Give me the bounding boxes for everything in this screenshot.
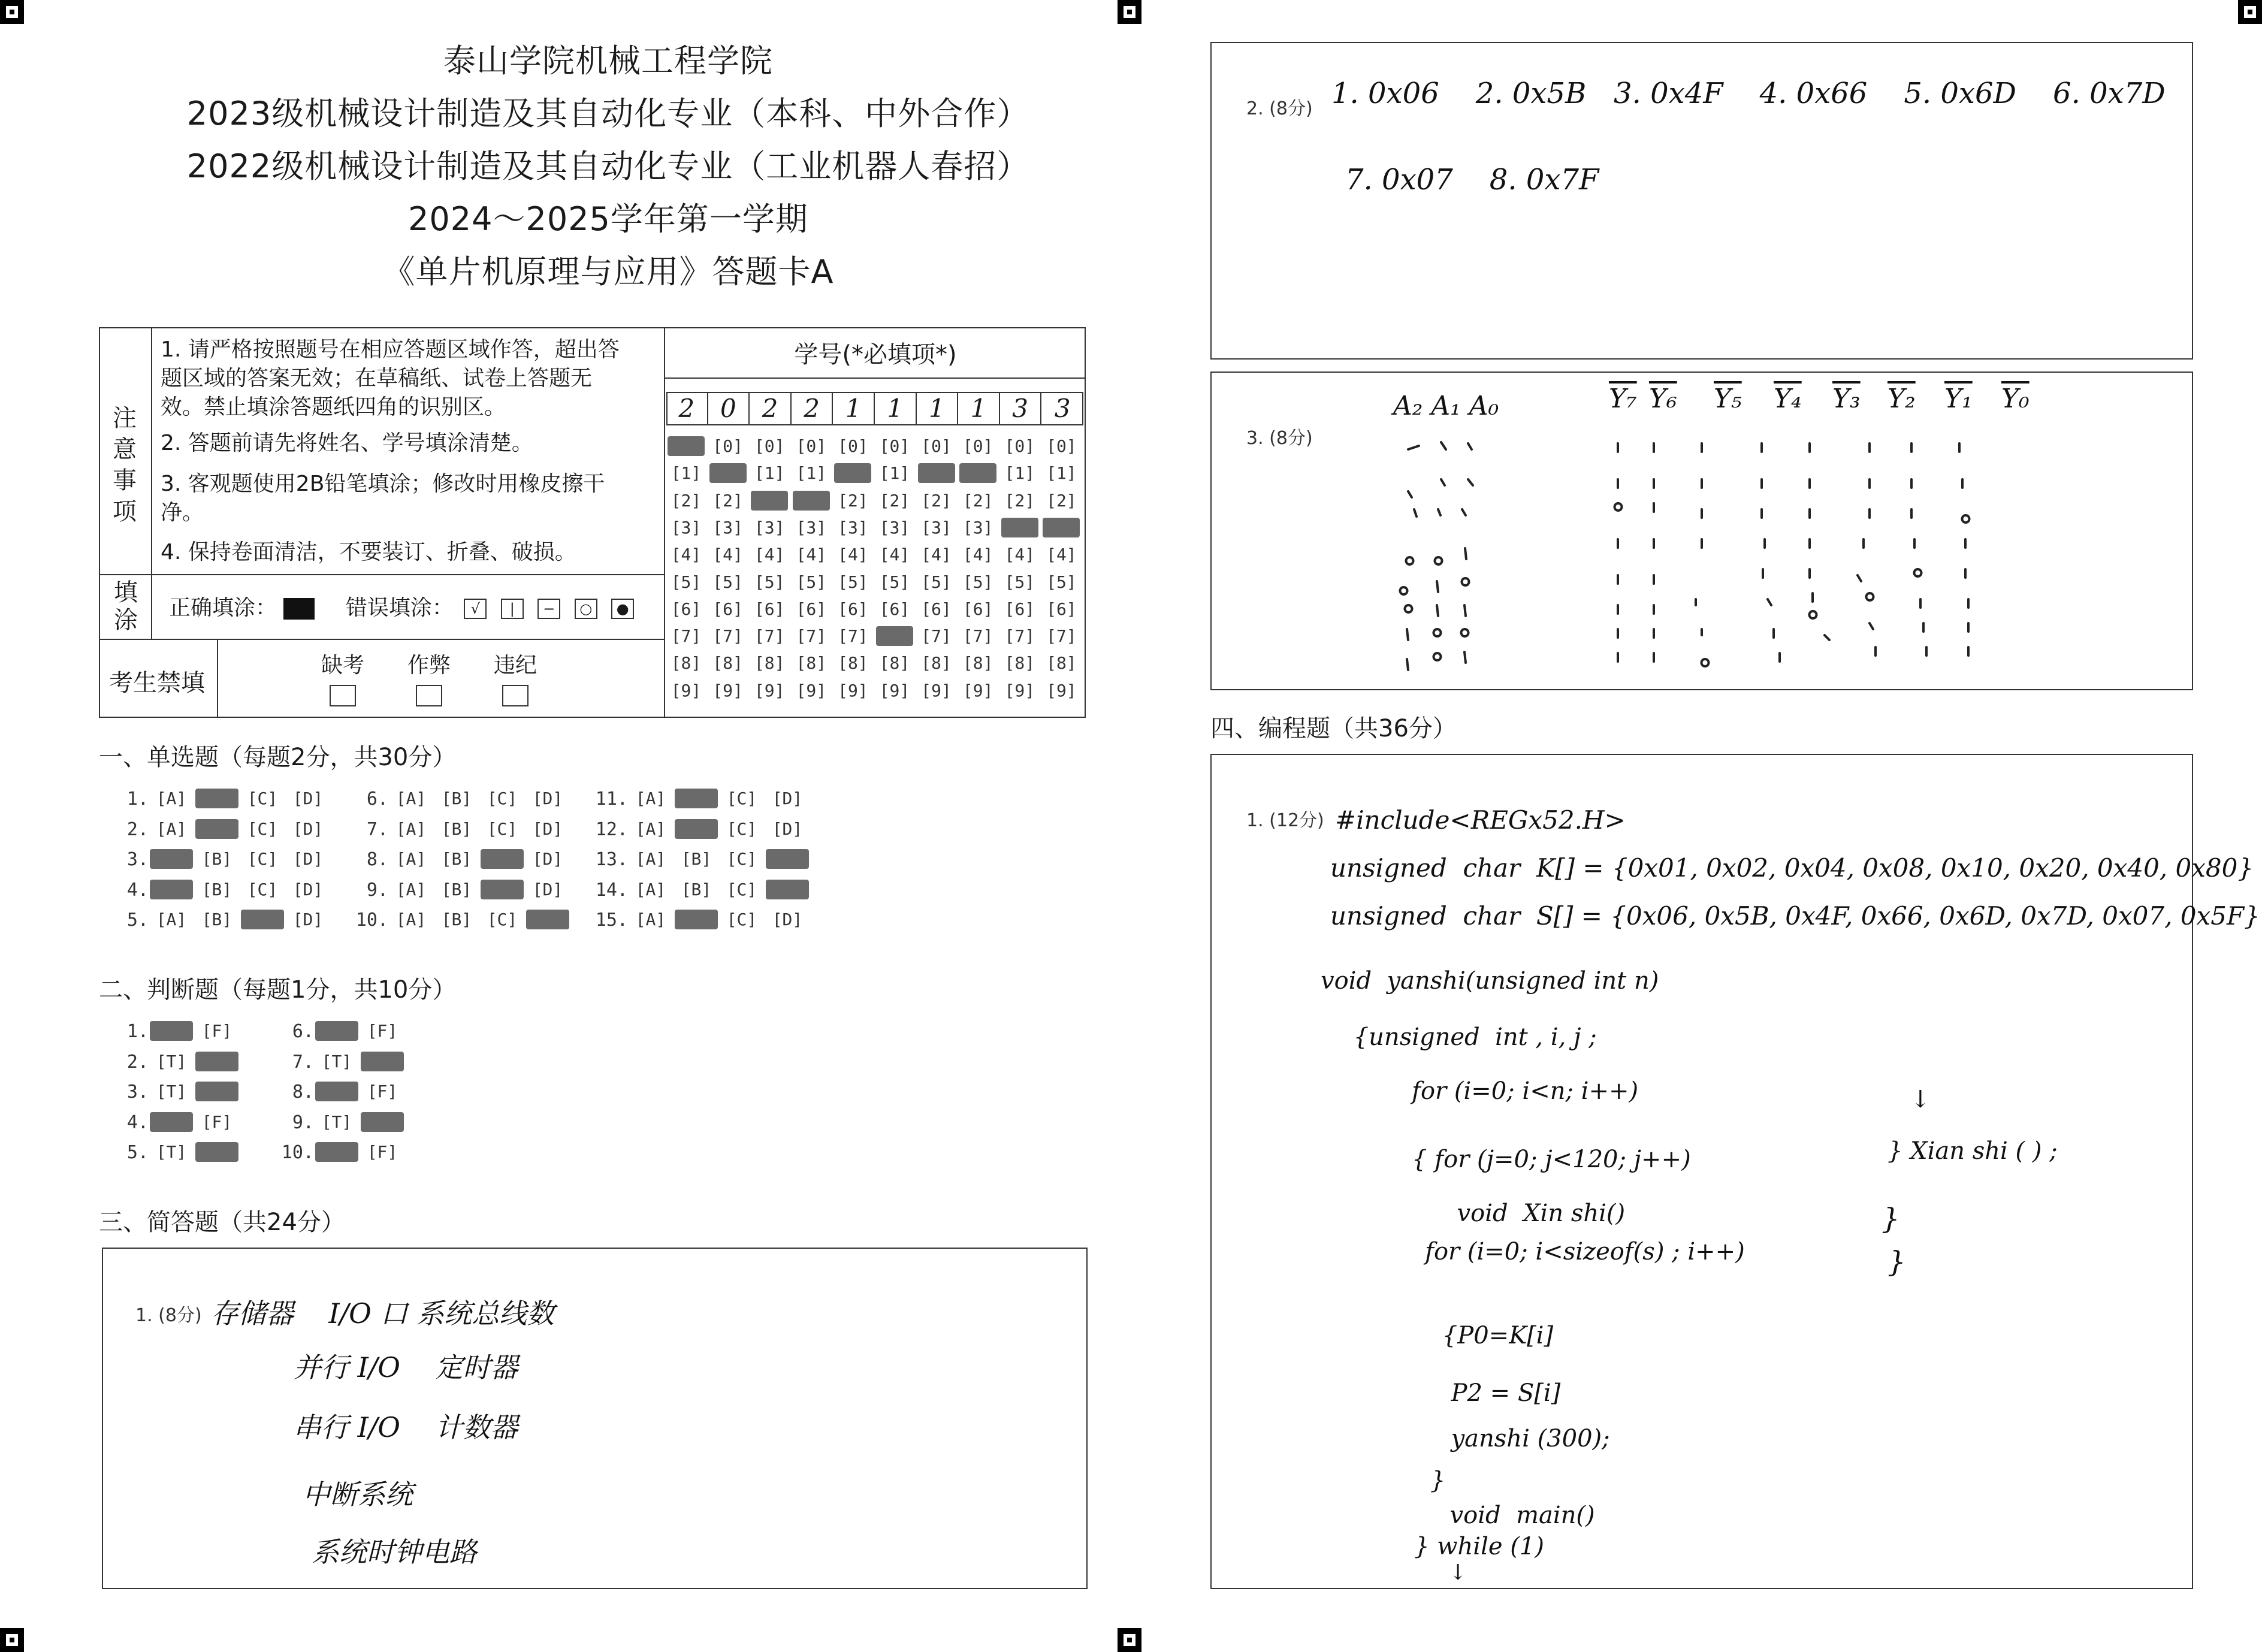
id-bubble-col7-row5[interactable]: [5] <box>962 572 993 592</box>
mc-q8-option-B[interactable]: [B] <box>441 849 472 869</box>
proctor-option-absent: 缺考 <box>319 648 367 706</box>
proctor-option-violation: 违纪 <box>491 648 539 706</box>
wrong-mark-check: √ <box>464 599 487 619</box>
mc-q7-option-C[interactable]: [C] <box>487 819 518 839</box>
registration-mark-bottom-center <box>1118 1628 1141 1652</box>
school-title: 泰山学院机械工程学院 <box>443 42 773 80</box>
id-bubble-col7-row3[interactable]: [3] <box>962 517 993 537</box>
tf-q7-option-T[interactable]: [T] <box>321 1051 352 1071</box>
id-bubble-col6-row6[interactable]: [6] <box>921 599 952 619</box>
tf-question-number-9: 9. <box>292 1112 314 1133</box>
mc-q10-option-B[interactable]: [B] <box>441 910 472 929</box>
student-id-digit-2: 2 <box>750 392 792 425</box>
id-bubble-col7-row0[interactable]: [0] <box>962 436 993 456</box>
mc-q3-option-A[interactable]: [A] <box>150 849 193 869</box>
mc-q15-option-A[interactable]: [A] <box>635 910 666 929</box>
id-bubble-col1-row8[interactable]: [8] <box>712 653 743 674</box>
mc-q13-option-B[interactable]: [B] <box>681 849 712 869</box>
id-bubble-col5-row8[interactable]: [8] <box>879 653 910 674</box>
q1-answer-line-5: 系统时钟电路 <box>312 1536 477 1568</box>
id-bubble-col1-row6[interactable]: [6] <box>712 599 743 619</box>
tf-q6-option-T[interactable]: [T] <box>315 1021 358 1041</box>
mc-q14-option-B[interactable]: [B] <box>681 879 712 899</box>
code-line-9: for (i=0; i<sizeof(s) ; i++) <box>1402 1238 1745 1266</box>
id-bubble-col5-row5[interactable]: [5] <box>879 572 910 592</box>
mc-q11-option-D[interactable]: [D] <box>772 789 803 808</box>
code-line-4: void yanshi(unsigned int n) <box>1321 967 1659 995</box>
id-bubble-col6-row1[interactable]: [1] <box>918 463 955 483</box>
id-bubble-col4-row4[interactable]: [4] <box>838 545 868 565</box>
id-bubble-col3-row0[interactable]: [0] <box>796 436 827 456</box>
q3-output-header-6: Y₂ <box>1887 383 1916 414</box>
tf-q6-option-F[interactable]: [F] <box>367 1021 398 1041</box>
id-bubble-col1-row1[interactable]: [1] <box>709 463 747 483</box>
code-line-13: } <box>1400 1467 1446 1494</box>
student-id-digit-6: 1 <box>917 392 959 425</box>
mc-q9-option-B[interactable]: [B] <box>441 879 472 899</box>
mc-question-number-3: 3. <box>126 849 149 870</box>
id-bubble-col4-row2[interactable]: [2] <box>838 490 868 511</box>
id-bubble-col1-row0[interactable]: [0] <box>712 436 743 456</box>
mc-q13-option-A[interactable]: [A] <box>635 849 666 869</box>
mc-q11-option-A[interactable]: [A] <box>635 789 666 808</box>
id-bubble-col7-row4[interactable]: [4] <box>962 545 993 565</box>
mc-q12-option-B[interactable]: [B] <box>675 819 718 839</box>
registration-mark-top-right <box>2238 0 2262 24</box>
major-line-1: 2023级机械设计制造及其自动化专业（本科、中外合作） <box>186 95 1030 132</box>
mc-q6-option-D[interactable]: [D] <box>532 789 563 808</box>
id-bubble-col4-row9[interactable]: [9] <box>838 680 868 700</box>
divider <box>99 639 664 640</box>
mc-q14-option-C[interactable]: [C] <box>726 879 757 899</box>
id-bubble-col8-row1[interactable]: [1] <box>1004 463 1035 484</box>
id-bubble-col8-row5[interactable]: [5] <box>1004 572 1035 592</box>
student-id-digit-7: 1 <box>958 392 1000 425</box>
tf-q4-option-F[interactable]: [F] <box>201 1112 232 1132</box>
tf-q2-option-F[interactable]: [F] <box>195 1052 238 1071</box>
id-bubble-col2-row4[interactable]: [4] <box>754 545 785 565</box>
section4-heading: 四、编程题（共36分） <box>1210 715 1457 742</box>
code-line-11: P2 = S[i] <box>1413 1379 1561 1407</box>
id-bubble-col6-row2[interactable]: [2] <box>921 490 952 511</box>
wrong-mark-dot: ● <box>611 599 634 619</box>
mc-q1-option-C[interactable]: [C] <box>247 789 278 808</box>
tf-question-number-4: 4. <box>126 1112 149 1133</box>
id-bubble-col9-row0[interactable]: [0] <box>1046 436 1077 456</box>
q1-answer-line-4: 中断系统 <box>303 1478 413 1511</box>
id-bubble-col2-row2[interactable]: [2] <box>751 491 788 511</box>
id-bubble-col8-row3[interactable]: [3] <box>1001 518 1038 537</box>
q1-label: 1. (8分) <box>135 1305 202 1326</box>
mc-q14-option-A[interactable]: [A] <box>635 879 666 899</box>
term-title: 2024～2025学年第一学期 <box>408 200 808 238</box>
mc-q5-option-A[interactable]: [A] <box>156 910 187 929</box>
id-bubble-col0-row4[interactable]: [4] <box>671 545 702 565</box>
student-id-title: 学号(*必填项*) <box>794 341 957 369</box>
side-note-brace-1: } <box>1882 1202 1900 1236</box>
tf-question-number-5: 5. <box>126 1142 149 1163</box>
mc-q4-option-D[interactable]: [D] <box>292 879 324 899</box>
side-note-arrow: ↓ <box>1910 1086 1931 1113</box>
student-id-digit-5: 1 <box>875 392 917 425</box>
mc-question-number-13: 13. <box>595 849 628 870</box>
id-bubble-col2-row9[interactable]: [9] <box>754 680 785 700</box>
student-id-digit-9: 3 <box>1054 394 1071 423</box>
mc-q8-option-A[interactable]: [A] <box>395 849 427 869</box>
id-bubble-col6-row3[interactable]: [3] <box>921 517 952 537</box>
mc-q14-option-D[interactable]: [D] <box>766 880 809 899</box>
id-bubble-col5-row9[interactable]: [9] <box>879 680 910 700</box>
mc-q13-option-D[interactable]: [D] <box>766 849 809 869</box>
mc-q11-option-C[interactable]: [C] <box>726 789 757 808</box>
mc-question-number-9: 9. <box>366 879 388 901</box>
code-line-7: { for (j=0; j<120; j++) <box>1389 1146 1691 1173</box>
id-bubble-col4-row7[interactable]: [7] <box>838 626 868 647</box>
wrong-mark-dash: − <box>537 599 560 619</box>
mc-q15-option-B[interactable]: [B] <box>675 910 718 929</box>
id-bubble-col2-row6[interactable]: [6] <box>754 599 785 619</box>
mc-q3-option-B[interactable]: [B] <box>201 849 232 869</box>
mc-q8-option-C[interactable]: [C] <box>481 849 524 869</box>
id-bubble-col2-row7[interactable]: [7] <box>754 626 785 647</box>
registration-mark-bottom-left <box>0 1628 24 1652</box>
id-bubble-col3-row9[interactable]: [9] <box>796 680 827 700</box>
divider <box>664 327 665 718</box>
id-bubble-col8-row0[interactable]: [0] <box>1004 436 1035 456</box>
id-bubble-col5-row1[interactable]: [1] <box>879 463 910 484</box>
id-bubble-col2-row5[interactable]: [5] <box>754 572 785 592</box>
mc-q6-option-A[interactable]: [A] <box>395 789 427 808</box>
tf-question-number-1: 1. <box>126 1021 149 1042</box>
tf-question-number-2: 2. <box>126 1051 149 1073</box>
id-bubble-col2-row3[interactable]: [3] <box>754 517 785 537</box>
wrong-mark-bar: | <box>501 599 524 619</box>
mc-question-number-15: 15. <box>595 910 628 931</box>
q3-header-inputs: A₂ A₁ A₀ <box>1393 391 1499 421</box>
id-bubble-col2-row8[interactable]: [8] <box>754 653 785 674</box>
tf-question-number-6: 6. <box>292 1021 314 1042</box>
id-bubble-col6-row8[interactable]: [8] <box>921 653 952 674</box>
id-bubble-col5-row2[interactable]: [2] <box>879 490 910 511</box>
notice-label: 注意事项 <box>113 404 137 526</box>
mc-q2-option-D[interactable]: [D] <box>292 819 324 839</box>
mc-q12-option-A[interactable]: [A] <box>635 819 666 839</box>
mc-q2-option-A[interactable]: [A] <box>156 819 187 839</box>
id-bubble-col9-row9[interactable]: [9] <box>1046 680 1077 700</box>
notice-item-4: 4. 保持卷面清洁，不要装订、折叠、破损。 <box>161 540 576 564</box>
id-bubble-col1-row5[interactable]: [5] <box>712 572 743 592</box>
id-bubble-col7-row7[interactable]: [7] <box>962 626 993 647</box>
mc-question-number-10: 10. <box>355 910 388 931</box>
mc-q7-option-D[interactable]: [D] <box>532 819 563 839</box>
id-bubble-col7-row2[interactable]: [2] <box>962 490 993 511</box>
q3-output-header-1: Y₇ <box>1609 383 1637 414</box>
tf-q5-option-F[interactable]: [F] <box>195 1142 238 1162</box>
id-bubble-col4-row3[interactable]: [3] <box>838 517 868 537</box>
section1-heading: 一、单选题（每题2分，共30分） <box>99 744 457 771</box>
q3-output-header-8: Y₀ <box>2001 383 2030 414</box>
divider <box>151 574 152 639</box>
wrong-mark-circle: ○ <box>575 599 597 619</box>
tf-question-number-8: 8. <box>292 1082 314 1103</box>
tf-q1-option-T[interactable]: [T] <box>150 1021 193 1041</box>
q1-answer-line-3: 串行 I/O 计数器 <box>294 1411 518 1443</box>
notice-item-2: 2. 答题前请先将姓名、学号填涂清楚。 <box>161 431 533 455</box>
id-bubble-col5-row3[interactable]: [3] <box>879 517 910 537</box>
id-bubble-col8-row9[interactable]: [9] <box>1004 680 1035 700</box>
code-line-6: for (i=0; i<n; i++) <box>1389 1077 1639 1105</box>
mc-question-number-4: 4. <box>126 879 149 901</box>
mc-q9-option-A[interactable]: [A] <box>395 879 427 899</box>
mc-q3-option-C[interactable]: [C] <box>247 849 278 869</box>
mc-q15-option-D[interactable]: [D] <box>772 910 803 929</box>
id-bubble-col3-row5[interactable]: [5] <box>796 572 827 592</box>
fill-examples <box>169 591 638 621</box>
q2-answer-line-2: 7. 0x07 8. 0x7F <box>1345 163 1599 197</box>
mc-q9-option-C[interactable]: [C] <box>481 880 524 899</box>
code-line-14: void main() <box>1412 1502 1595 1529</box>
mc-question-number-8: 8. <box>366 849 388 870</box>
q3-output-header-2: Y₆ <box>1649 383 1677 414</box>
major-line-2: 2022级机械设计制造及其自动化专业（工业机器人春招） <box>186 147 1030 185</box>
divider <box>217 639 218 718</box>
id-bubble-col5-row6[interactable]: [6] <box>879 599 910 619</box>
code-line-3: unsigned char S[] = {0x06, 0x5B, 0x4F, 0x66, 0x6D, 0x7D, 0x07, 0x5F} <box>1330 901 2260 931</box>
mc-question-number-2: 2. <box>126 819 149 840</box>
mc-q1-option-D[interactable]: [D] <box>292 789 324 808</box>
mc-q6-option-C[interactable]: [C] <box>487 789 518 808</box>
id-bubble-col0-row0[interactable]: [0] <box>668 436 705 456</box>
tf-q9-option-F[interactable]: [F] <box>361 1112 404 1132</box>
id-bubble-col3-row4[interactable]: [4] <box>796 545 827 565</box>
code-line-2: unsigned char K[] = {0x01, 0x02, 0x04, 0x08, 0x10, 0x20, 0x40, 0x80} <box>1330 853 2254 883</box>
correct-fill-mark <box>283 598 315 620</box>
id-bubble-col7-row1[interactable]: [1] <box>959 463 996 483</box>
tf-q10-option-F[interactable]: [F] <box>367 1142 398 1162</box>
notice-item-1: 1. 请严格按照题号在相应答题区域作答，超出答题区域的答案无效；在草稿纸、试卷上答题无效。禁止填涂答题纸四角的识别区。 <box>161 337 620 419</box>
tf-q8-option-F[interactable]: [F] <box>367 1082 398 1101</box>
mc-q10-option-A[interactable]: [A] <box>395 910 427 929</box>
id-bubble-col3-row3[interactable]: [3] <box>796 517 827 537</box>
fill-label: 填涂 <box>114 579 138 634</box>
id-bubble-col9-row5[interactable]: [5] <box>1046 572 1077 592</box>
student-id-digit-1: 0 <box>708 392 750 425</box>
id-bubble-col9-row2[interactable]: [2] <box>1046 490 1077 511</box>
wrong-fill-label: 错误填涂： <box>345 596 454 620</box>
id-bubble-col9-row1[interactable]: [1] <box>1046 463 1077 484</box>
id-bubble-col6-row5[interactable]: [5] <box>921 572 952 592</box>
mc-q3-option-D[interactable]: [D] <box>292 849 324 869</box>
id-bubble-col7-row9[interactable]: [9] <box>962 680 993 700</box>
id-bubble-col9-row3[interactable]: [3] <box>1043 518 1080 537</box>
mc-q1-option-B[interactable]: [B] <box>195 789 238 808</box>
tf-q7-option-F[interactable]: [F] <box>361 1052 404 1071</box>
section3-heading: 三、简答题（共24分） <box>99 1209 345 1236</box>
mc-q4-option-C[interactable]: [C] <box>247 879 278 899</box>
id-bubble-col0-row9[interactable]: [9] <box>671 680 702 700</box>
section2-heading: 二、判断题（每题1分，共10分） <box>99 976 457 1004</box>
id-bubble-col5-row7[interactable]: [7] <box>876 626 913 646</box>
code-line-1: #include<REGx52.H> <box>1335 805 1626 835</box>
id-bubble-col6-row9[interactable]: [9] <box>921 680 952 700</box>
q2-label: 2. (8分) <box>1246 98 1313 119</box>
id-bubble-col1-row7[interactable]: [7] <box>712 626 743 647</box>
mc-question-number-1: 1. <box>126 789 149 810</box>
id-bubble-col4-row5[interactable]: [5] <box>838 572 868 592</box>
mc-q4-option-B[interactable]: [B] <box>201 879 232 899</box>
q1-answer-line-2: 并行 I/O 定时器 <box>294 1351 518 1384</box>
tf-question-number-10: 10. <box>281 1142 314 1163</box>
id-bubble-col1-row4[interactable]: [4] <box>712 545 743 565</box>
id-bubble-col5-row4[interactable]: [4] <box>879 545 910 565</box>
id-bubble-col1-row9[interactable]: [9] <box>712 680 743 700</box>
id-bubble-col6-row4[interactable]: [4] <box>921 545 952 565</box>
id-bubble-col3-row2[interactable]: [2] <box>793 491 830 511</box>
id-bubble-col2-row0[interactable]: [0] <box>754 436 785 456</box>
id-bubble-col0-row8[interactable]: [8] <box>671 653 702 674</box>
divider <box>99 574 664 575</box>
divider <box>664 377 1086 379</box>
id-bubble-col0-row6[interactable]: [6] <box>671 599 702 619</box>
mc-q5-option-C[interactable]: [C] <box>241 910 284 929</box>
mc-q12-option-C[interactable]: [C] <box>726 819 757 839</box>
mc-q7-option-B[interactable]: [B] <box>441 819 472 839</box>
mc-q15-option-C[interactable]: [C] <box>726 910 757 929</box>
notice-item-3: 3. 客观题使用2B铅笔填涂；修改时用橡皮擦干净。 <box>161 472 605 525</box>
mc-question-number-5: 5. <box>126 910 149 931</box>
correct-fill-label: 正确填涂： <box>169 596 277 620</box>
mc-question-number-6: 6. <box>366 789 388 810</box>
id-bubble-col4-row1[interactable]: [1] <box>834 463 871 483</box>
q2-answer-line-1: 1. 0x06 2. 0x5B 3. 0x4F 4. 0x66 5. 0x6D 6. 0x7D <box>1331 77 2166 110</box>
mc-q6-option-B[interactable]: [B] <box>441 789 472 808</box>
mc-q13-option-C[interactable]: [C] <box>726 849 757 869</box>
course-title: 《单片机原理与应用》答题卡A <box>382 253 834 291</box>
proctor-label: 考生禁填 <box>109 669 205 697</box>
id-bubble-col8-row6[interactable]: [6] <box>1004 599 1035 619</box>
id-bubble-col4-row0[interactable]: [0] <box>838 436 868 456</box>
q3-output-header-7: Y₁ <box>1944 383 1973 414</box>
q3-output-header-5: Y₃ <box>1832 383 1861 414</box>
id-bubble-col3-row8[interactable]: [8] <box>796 653 827 674</box>
q3-output-header-4: Y₄ <box>1774 383 1802 414</box>
q3-truth-table-marks <box>1390 431 2079 689</box>
programming-q1-label: 1. (12分) <box>1246 810 1324 831</box>
id-bubble-col3-row1[interactable]: [1] <box>796 463 827 484</box>
id-bubble-col8-row7[interactable]: [7] <box>1004 626 1035 647</box>
id-bubble-col9-row8[interactable]: [8] <box>1046 653 1077 674</box>
tf-q1-option-F[interactable]: [F] <box>201 1021 232 1041</box>
mc-q2-option-C[interactable]: [C] <box>247 819 278 839</box>
mc-q5-option-D[interactable]: [D] <box>292 910 324 929</box>
tf-q5-option-T[interactable]: [T] <box>156 1142 187 1162</box>
mc-q12-option-D[interactable]: [D] <box>772 819 803 839</box>
mc-q10-option-C[interactable]: [C] <box>487 910 518 929</box>
id-bubble-col6-row0[interactable]: [0] <box>921 436 952 456</box>
registration-mark-top-center <box>1118 0 1141 24</box>
id-bubble-col0-row5[interactable]: [5] <box>671 572 702 592</box>
id-bubble-col9-row7[interactable]: [7] <box>1046 626 1077 647</box>
mc-question-number-12: 12. <box>595 819 628 840</box>
id-bubble-col1-row3[interactable]: [3] <box>712 517 743 537</box>
id-bubble-col7-row6[interactable]: [6] <box>962 599 993 619</box>
code-line-10: {P0=K[i] <box>1412 1322 1554 1349</box>
mc-q10-option-D[interactable]: [D] <box>526 910 569 929</box>
proctor-option-cheat: 作弊 <box>405 648 453 706</box>
mc-question-number-14: 14. <box>595 879 628 901</box>
tf-q2-option-T[interactable]: [T] <box>156 1051 187 1071</box>
mc-q1-option-A[interactable]: [A] <box>156 789 187 808</box>
code-line-12: yanshi (300); <box>1413 1425 1610 1452</box>
id-bubble-col9-row4[interactable]: [4] <box>1046 545 1077 565</box>
mc-question-number-11: 11. <box>595 789 628 810</box>
student-id-digit-8: 3 <box>1000 392 1042 425</box>
side-note-xianshi: } Xian shi ( ) ; <box>1887 1137 2058 1165</box>
tf-q9-option-T[interactable]: [T] <box>321 1112 352 1132</box>
id-bubble-col1-row2[interactable]: [2] <box>712 490 743 511</box>
code-line-8: void Xin shi() <box>1419 1200 1626 1227</box>
id-bubble-col6-row7[interactable]: [7] <box>921 626 952 647</box>
q3-output-header-3: Y₅ <box>1714 383 1742 414</box>
id-bubble-col8-row8[interactable]: [8] <box>1004 653 1035 674</box>
id-bubble-col0-row1[interactable]: [1] <box>671 463 702 484</box>
mc-q2-option-B[interactable]: [B] <box>195 819 238 839</box>
mc-q9-option-D[interactable]: [D] <box>532 879 563 899</box>
code-end-arrow: ↓ <box>1449 1560 1467 1585</box>
mc-question-number-7: 7. <box>366 819 388 840</box>
mc-q7-option-A[interactable]: [A] <box>395 819 427 839</box>
student-id-digit-4: 1 <box>833 392 875 425</box>
registration-mark-top-left <box>0 0 24 24</box>
mc-q4-option-A[interactable]: [A] <box>150 880 193 899</box>
tf-q3-option-T[interactable]: [T] <box>156 1082 187 1101</box>
id-bubble-col2-row1[interactable]: [1] <box>754 463 785 484</box>
id-bubble-col9-row6[interactable]: [6] <box>1046 599 1077 619</box>
student-id-digit-3: 2 <box>792 392 833 425</box>
code-line-5: {unsigned int , i, j ; <box>1346 1023 1597 1051</box>
id-bubble-col0-row7[interactable]: [7] <box>671 626 702 647</box>
tf-q4-option-T[interactable]: [T] <box>150 1112 193 1132</box>
side-note-brace-2: } <box>1887 1245 1906 1279</box>
id-bubble-col3-row7[interactable]: [7] <box>796 626 827 647</box>
code-line-15: } while (1) <box>1391 1533 1544 1560</box>
id-bubble-col3-row6[interactable]: [6] <box>796 599 827 619</box>
divider <box>151 327 152 574</box>
id-bubble-col8-row4[interactable]: [4] <box>1004 545 1035 565</box>
id-bubble-col5-row0[interactable]: [0] <box>879 436 910 456</box>
tf-q3-option-F[interactable]: [F] <box>195 1082 238 1101</box>
mc-q5-option-B[interactable]: [B] <box>201 910 232 929</box>
tf-question-number-3: 3. <box>126 1082 149 1103</box>
mc-q8-option-D[interactable]: [D] <box>532 849 563 869</box>
id-bubble-col0-row2[interactable]: [2] <box>671 490 702 511</box>
tf-q8-option-T[interactable]: [T] <box>315 1082 358 1101</box>
q1-answer-line-1: 存储器 I/O 口 系统总线数 <box>211 1297 555 1330</box>
tf-q10-option-T[interactable]: [T] <box>315 1142 358 1162</box>
id-bubble-col4-row8[interactable]: [8] <box>838 653 868 674</box>
mc-q11-option-B[interactable]: [B] <box>675 789 718 808</box>
q3-label: 3. (8分) <box>1246 428 1313 449</box>
id-bubble-col0-row3[interactable]: [3] <box>671 517 702 537</box>
id-bubble-col4-row6[interactable]: [6] <box>838 599 868 619</box>
id-bubble-col8-row2[interactable]: [2] <box>1004 490 1035 511</box>
student-id-digit-0: 2 <box>666 392 708 425</box>
id-bubble-col7-row8[interactable]: [8] <box>962 653 993 674</box>
tf-question-number-7: 7. <box>292 1051 314 1073</box>
